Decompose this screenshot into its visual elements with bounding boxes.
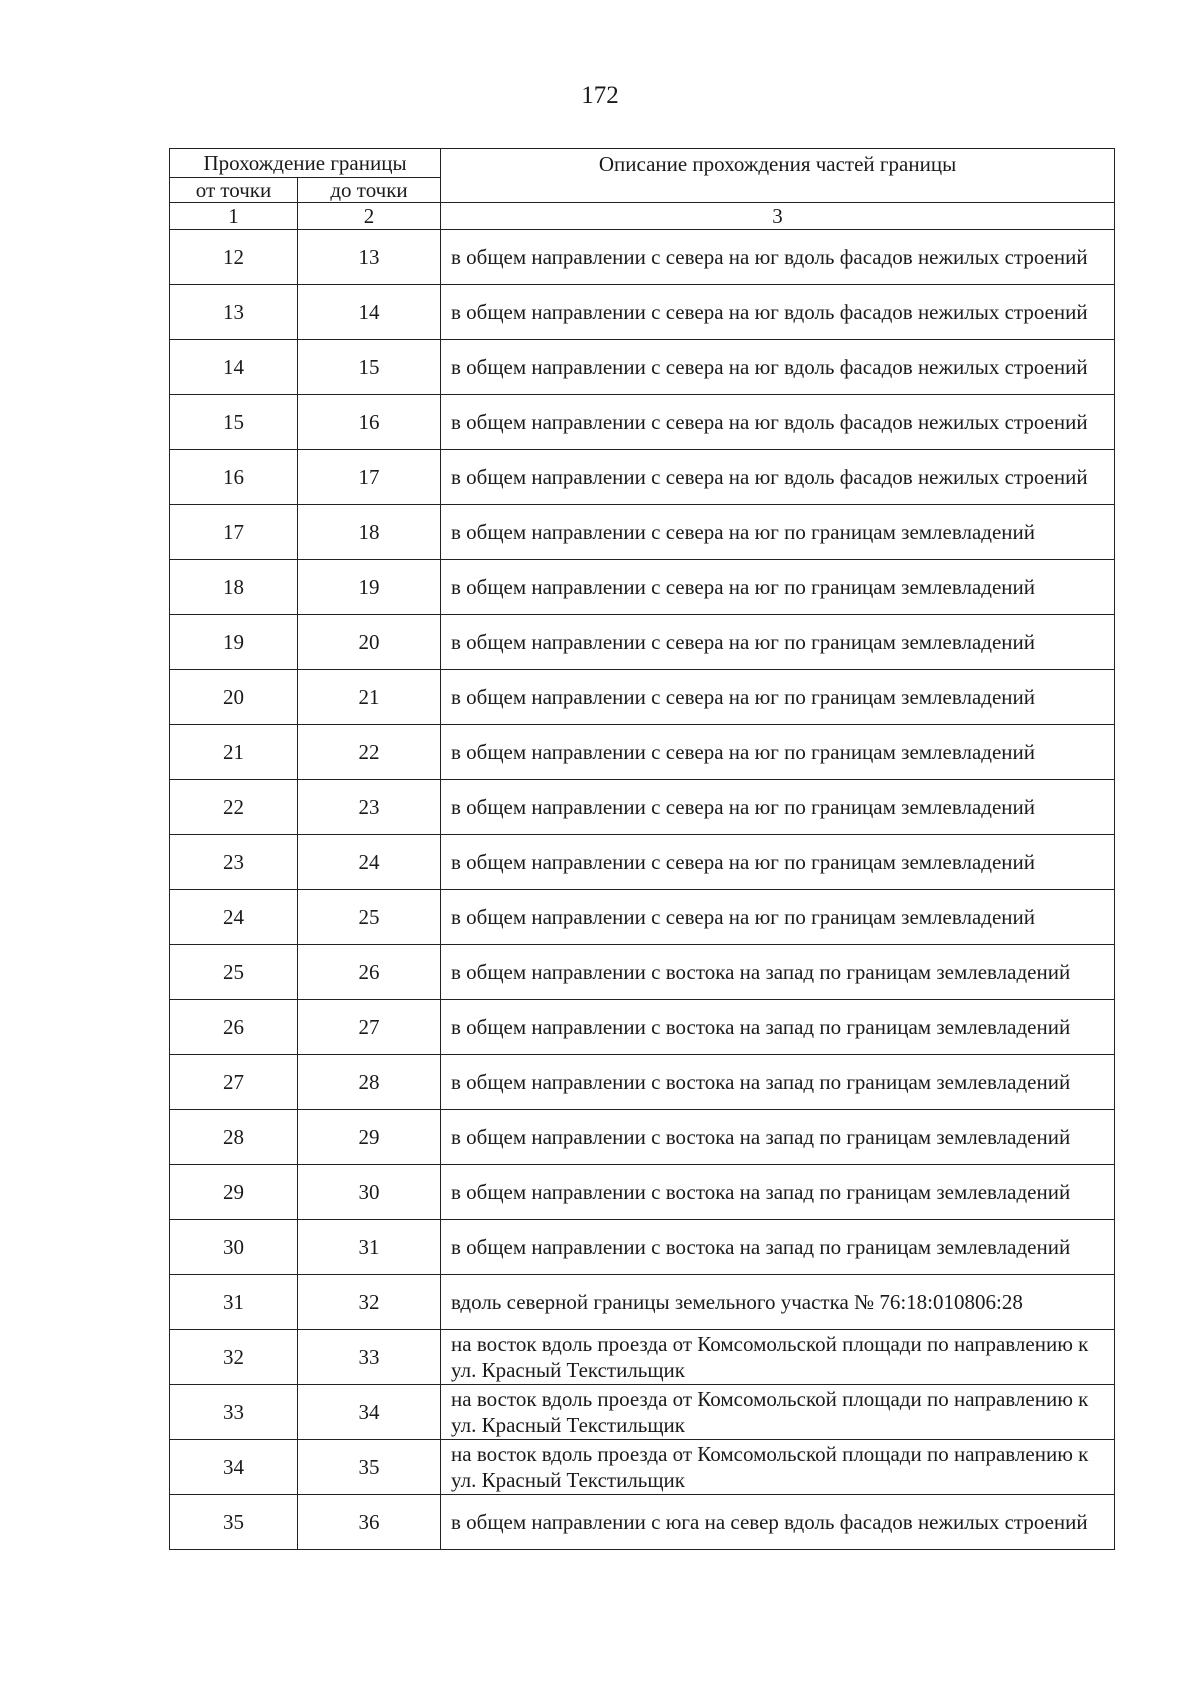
table-header bbox=[170, 149, 1115, 230]
to-point-cell: 13 bbox=[298, 230, 441, 285]
from-point-cell: 21 bbox=[170, 725, 298, 780]
from-point-cell: 15 bbox=[170, 395, 298, 450]
from-point-cell: 30 bbox=[170, 1220, 298, 1275]
from-point-cell: 35 bbox=[170, 1495, 298, 1550]
description-cell: в общем направлении с севера на юг вдоль фасадов нежилых строений bbox=[441, 230, 1115, 285]
description-cell: в общем направлении с востока на запад по границам землевладений bbox=[441, 1000, 1115, 1055]
to-point-cell: 25 bbox=[298, 890, 441, 945]
table-row bbox=[170, 1385, 1115, 1440]
header-to-point: до точки bbox=[298, 178, 441, 203]
to-point-cell: 21 bbox=[298, 670, 441, 725]
to-point-cell: 34 bbox=[298, 1385, 441, 1440]
description-cell: в общем направлении с востока на запад по границам землевладений bbox=[441, 945, 1115, 1000]
description-cell: в общем направлении с севера на юг по границам землевладений bbox=[441, 780, 1115, 835]
table-row bbox=[170, 395, 1115, 450]
from-point-cell: 25 bbox=[170, 945, 298, 1000]
description-cell: на восток вдоль проезда от Комсомольской площади по направлению к ул. Красный Текстильщик bbox=[441, 1385, 1115, 1440]
to-point-cell: 33 bbox=[298, 1330, 441, 1385]
description-cell: в общем направлении с севера на юг вдоль фасадов нежилых строений bbox=[441, 340, 1115, 395]
to-point-cell: 36 bbox=[298, 1495, 441, 1550]
table-row bbox=[170, 1275, 1115, 1330]
to-point-cell: 28 bbox=[298, 1055, 441, 1110]
to-point-cell: 32 bbox=[298, 1275, 441, 1330]
table-row bbox=[170, 505, 1115, 560]
from-point-cell: 24 bbox=[170, 890, 298, 945]
description-cell: в общем направлении с севера на юг вдоль фасадов нежилых строений bbox=[441, 285, 1115, 340]
description-cell: в общем направлении с востока на запад по границам землевладений bbox=[441, 1055, 1115, 1110]
table-body bbox=[170, 230, 1115, 1550]
table-row bbox=[170, 1110, 1115, 1165]
table-row bbox=[170, 1440, 1115, 1495]
description-cell: в общем направлении с севера на юг по границам землевладений bbox=[441, 505, 1115, 560]
description-cell: в общем направлении с востока на запад по границам землевладений bbox=[441, 1110, 1115, 1165]
to-point-cell: 24 bbox=[298, 835, 441, 890]
from-point-cell: 12 bbox=[170, 230, 298, 285]
description-cell: на восток вдоль проезда от Комсомольской площади по направлению к ул. Красный Текстильщик bbox=[441, 1440, 1115, 1495]
table-row bbox=[170, 560, 1115, 615]
from-point-cell: 33 bbox=[170, 1385, 298, 1440]
page-number: 172 bbox=[581, 82, 619, 109]
table-row bbox=[170, 1055, 1115, 1110]
header-description: Описание прохождения частей границы bbox=[441, 149, 1115, 203]
to-point-cell: 23 bbox=[298, 780, 441, 835]
header-col-number-1: 1 bbox=[170, 203, 298, 230]
from-point-cell: 13 bbox=[170, 285, 298, 340]
to-point-cell: 26 bbox=[298, 945, 441, 1000]
description-cell: в общем направлении с севера на юг по границам землевладений bbox=[441, 725, 1115, 780]
description-cell: в общем направлении с севера на юг по границам землевладений bbox=[441, 615, 1115, 670]
description-cell: на восток вдоль проезда от Комсомольской площади по направлению к ул. Красный Текстильщик bbox=[441, 1330, 1115, 1385]
table-row bbox=[170, 1000, 1115, 1055]
description-cell: в общем направлении с севера на юг по границам землевладений bbox=[441, 890, 1115, 945]
table-row bbox=[170, 835, 1115, 890]
description-cell: в общем направлении с севера на юг по границам землевладений bbox=[441, 835, 1115, 890]
table-row bbox=[170, 1165, 1115, 1220]
to-point-cell: 17 bbox=[298, 450, 441, 505]
table-row bbox=[170, 725, 1115, 780]
from-point-cell: 17 bbox=[170, 505, 298, 560]
from-point-cell: 18 bbox=[170, 560, 298, 615]
header-from-point: от точки bbox=[170, 178, 298, 203]
to-point-cell: 18 bbox=[298, 505, 441, 560]
table-row bbox=[170, 230, 1115, 285]
header-col-number-2: 2 bbox=[298, 203, 441, 230]
from-point-cell: 19 bbox=[170, 615, 298, 670]
to-point-cell: 19 bbox=[298, 560, 441, 615]
table-row bbox=[170, 285, 1115, 340]
table-row bbox=[170, 1220, 1115, 1275]
to-point-cell: 16 bbox=[298, 395, 441, 450]
from-point-cell: 23 bbox=[170, 835, 298, 890]
from-point-cell: 14 bbox=[170, 340, 298, 395]
to-point-cell: 22 bbox=[298, 725, 441, 780]
table-row bbox=[170, 945, 1115, 1000]
table-row bbox=[170, 780, 1115, 835]
description-cell: в общем направлении с севера на юг по границам землевладений bbox=[441, 670, 1115, 725]
description-cell: в общем направлении с севера на юг вдоль фасадов нежилых строений bbox=[441, 450, 1115, 505]
table-row bbox=[170, 615, 1115, 670]
from-point-cell: 26 bbox=[170, 1000, 298, 1055]
table-row bbox=[170, 340, 1115, 395]
to-point-cell: 30 bbox=[298, 1165, 441, 1220]
to-point-cell: 27 bbox=[298, 1000, 441, 1055]
to-point-cell: 14 bbox=[298, 285, 441, 340]
description-cell: в общем направлении с юга на север вдоль фасадов нежилых строений bbox=[441, 1495, 1115, 1550]
from-point-cell: 20 bbox=[170, 670, 298, 725]
from-point-cell: 34 bbox=[170, 1440, 298, 1495]
description-cell: вдоль северной границы земельного участка № 76:18:010806:28 bbox=[441, 1275, 1115, 1330]
from-point-cell: 27 bbox=[170, 1055, 298, 1110]
from-point-cell: 29 bbox=[170, 1165, 298, 1220]
description-cell: в общем направлении с севера на юг по границам землевладений bbox=[441, 560, 1115, 615]
table-row bbox=[170, 1495, 1115, 1550]
table-row bbox=[170, 1330, 1115, 1385]
header-col-number-3: 3 bbox=[441, 203, 1115, 230]
to-point-cell: 35 bbox=[298, 1440, 441, 1495]
to-point-cell: 20 bbox=[298, 615, 441, 670]
from-point-cell: 16 bbox=[170, 450, 298, 505]
header-boundary-passage: Прохождение границы bbox=[170, 149, 441, 178]
from-point-cell: 31 bbox=[170, 1275, 298, 1330]
from-point-cell: 22 bbox=[170, 780, 298, 835]
description-cell: в общем направлении с востока на запад по границам землевладений bbox=[441, 1165, 1115, 1220]
description-cell: в общем направлении с востока на запад по границам землевладений bbox=[441, 1220, 1115, 1275]
to-point-cell: 15 bbox=[298, 340, 441, 395]
table-row bbox=[170, 670, 1115, 725]
to-point-cell: 29 bbox=[298, 1110, 441, 1165]
from-point-cell: 28 bbox=[170, 1110, 298, 1165]
boundary-table bbox=[169, 148, 1115, 1550]
table-row bbox=[170, 450, 1115, 505]
from-point-cell: 32 bbox=[170, 1330, 298, 1385]
to-point-cell: 31 bbox=[298, 1220, 441, 1275]
table-row bbox=[170, 890, 1115, 945]
description-cell: в общем направлении с севера на юг вдоль фасадов нежилых строений bbox=[441, 395, 1115, 450]
